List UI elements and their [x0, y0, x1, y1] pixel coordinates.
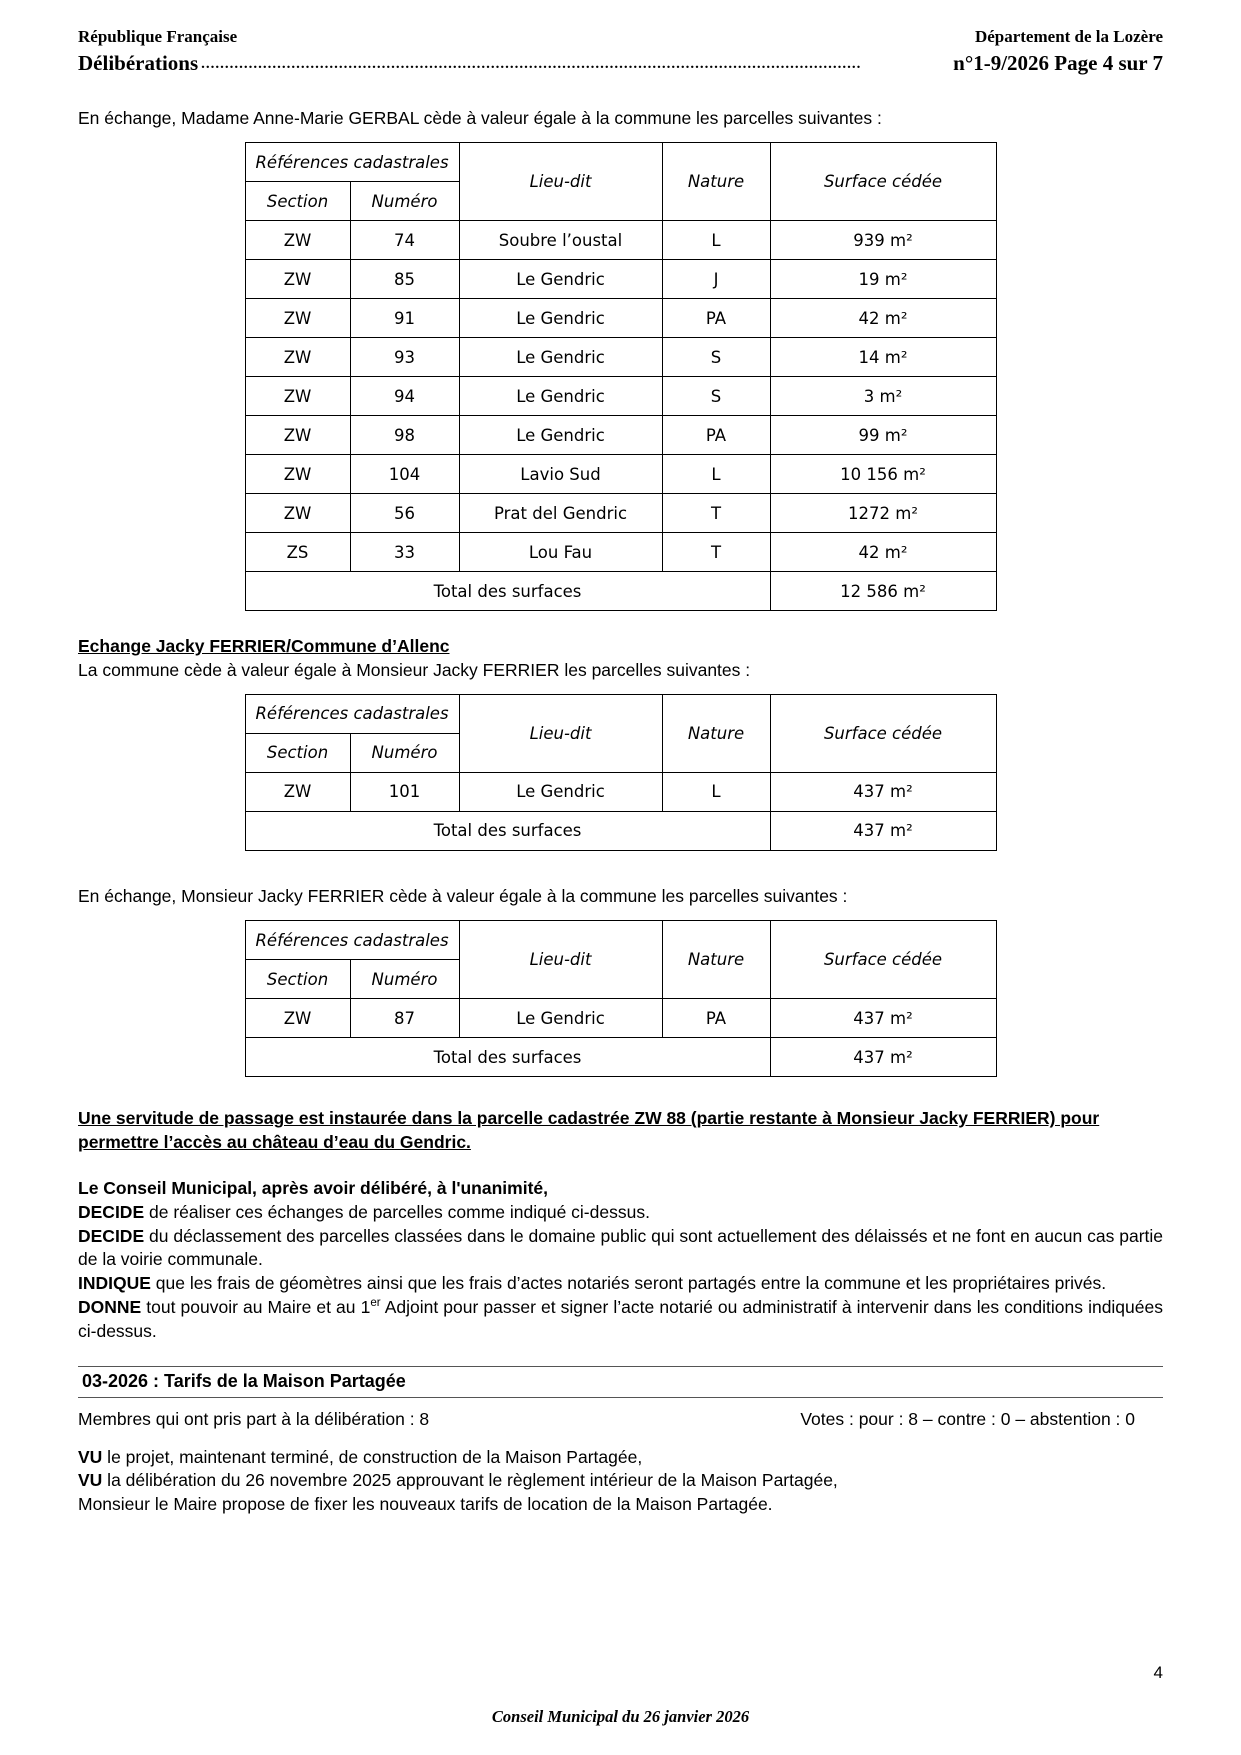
- council-decisions: [78, 1201, 1163, 1344]
- header-lieu-dit: Lieu-dit: [459, 694, 662, 772]
- servitude-paragraph: Une servitude de passage est instaurée dans la parcelle cadastrée ZW 88 (partie restante à Monsieur Jacky FERRIER) pour permettre l’accès au château d’eau du Gendric.: [78, 1108, 1100, 1153]
- decision-item: [78, 1225, 1163, 1273]
- table-row: [245, 494, 996, 533]
- vu-text: la délibération du 26 novembre 2025 approuvant le règlement intérieur de la Maison Partagée,: [102, 1470, 838, 1491]
- cell-section: ZW: [245, 221, 350, 260]
- cell-nature: L: [662, 221, 770, 260]
- decision-item: [78, 1201, 1163, 1225]
- cell-numero: 74: [350, 221, 459, 260]
- table-ferrier-to-commune-wrapper: [78, 920, 1163, 1077]
- cell-nature: J: [662, 260, 770, 299]
- footer-text: Conseil Municipal du 26 janvier 2026: [491, 1707, 750, 1726]
- decision-item: [78, 1296, 1163, 1344]
- cell-numero: 56: [350, 494, 459, 533]
- resolution-title-bar: [78, 1366, 1163, 1398]
- page-number: 4: [1153, 1663, 1163, 1682]
- table-header-row-top: [245, 921, 996, 960]
- header-nature: Nature: [662, 143, 770, 221]
- header-section: Section: [245, 733, 350, 772]
- cell-numero: 94: [350, 377, 459, 416]
- cell-nature: L: [662, 455, 770, 494]
- table-header-row-top: [245, 694, 996, 733]
- cell-nature: T: [662, 494, 770, 533]
- cell-lieu-dit: Le Gendric: [459, 999, 662, 1038]
- header-references-cadastrales: Références cadastrales: [245, 694, 459, 733]
- header-references-cadastrales: Références cadastrales: [245, 921, 459, 960]
- vu-item: [78, 1446, 1163, 1470]
- table-total-row: [245, 811, 996, 850]
- table-row: [245, 260, 996, 299]
- cell-section: ZW: [245, 999, 350, 1038]
- cell-nature: PA: [662, 416, 770, 455]
- cell-lieu-dit: Le Gendric: [459, 377, 662, 416]
- table-row: [245, 455, 996, 494]
- table-ferrier-to-commune: [245, 920, 997, 1077]
- cell-nature: L: [662, 772, 770, 811]
- resolution-body: [78, 1446, 1163, 1517]
- decision-verb: INDIQUE: [78, 1273, 151, 1294]
- cell-lieu-dit: Lavio Sud: [459, 455, 662, 494]
- header-section: Section: [245, 960, 350, 999]
- decision-verb: DONNE: [78, 1296, 142, 1317]
- cell-surface: 14 m²: [770, 338, 996, 377]
- cell-numero: 87: [350, 999, 459, 1038]
- votes-count-line: Votes : pour : 8 – contre : 0 – abstention : 0: [800, 1408, 1135, 1429]
- table-row: [245, 299, 996, 338]
- members-count-line: Membres qui ont pris part à la délibération : 8: [78, 1408, 430, 1429]
- cell-nature: T: [662, 533, 770, 572]
- cell-nature: S: [662, 377, 770, 416]
- mayor-proposal-line: Monsieur le Maire propose de fixer les nouveaux tarifs de location de la Maison Partagée.: [78, 1494, 773, 1515]
- cell-lieu-dit: Le Gendric: [459, 338, 662, 377]
- cell-surface: 42 m²: [770, 299, 996, 338]
- ferrier-section-heading: Echange Jacky FERRIER/Commune d’Allenc: [78, 636, 450, 657]
- document-header: [78, 26, 1163, 77]
- ferrier-intro-paragraph: La commune cède à valeur égale à Monsieur Jacky FERRIER les parcelles suivantes :: [78, 659, 751, 680]
- table-commune-to-ferrier: [245, 694, 997, 851]
- total-surface: 437 m²: [770, 811, 996, 850]
- table-gerbal-wrapper: [78, 142, 1163, 611]
- table-header-row-top: [245, 143, 996, 182]
- cell-numero: 104: [350, 455, 459, 494]
- cell-section: ZW: [245, 260, 350, 299]
- header-reference: n°1-9/2026 Page 4 sur 7: [953, 50, 1163, 75]
- table-row: [245, 416, 996, 455]
- header-nature: Nature: [662, 921, 770, 999]
- cell-nature: PA: [662, 999, 770, 1038]
- cell-section: ZW: [245, 416, 350, 455]
- decision-verb: DECIDE: [78, 1201, 145, 1222]
- decision-text: du déclassement des parcelles classées dans le domaine public qui sont actuellement des délaissés et ne font en aucun cas partie de la voirie communale.: [78, 1225, 1163, 1270]
- header-republic: République Française: [78, 27, 238, 46]
- intro-paragraph: En échange, Madame Anne-Marie GERBAL cède à valeur égale à la commune les parcelles suivantes :: [78, 107, 882, 128]
- vu-text: le projet, maintenant terminé, de construction de la Maison Partagée,: [102, 1446, 643, 1467]
- header-numero: Numéro: [350, 182, 459, 221]
- cell-lieu-dit: Prat del Gendric: [459, 494, 662, 533]
- header-surface-cedee: Surface cédée: [770, 694, 996, 772]
- cell-nature: S: [662, 338, 770, 377]
- cell-lieu-dit: Le Gendric: [459, 772, 662, 811]
- header-bottom-row: [78, 50, 1163, 77]
- table-row: [245, 533, 996, 572]
- cell-section: ZW: [245, 338, 350, 377]
- cell-surface: 3 m²: [770, 377, 996, 416]
- table-row: [245, 999, 996, 1038]
- header-surface-cedee: Surface cédée: [770, 921, 996, 999]
- table-row: [245, 377, 996, 416]
- vu-prefix: VU: [78, 1446, 103, 1467]
- cell-surface: 437 m²: [770, 772, 996, 811]
- header-deliberations-label: Délibérations: [78, 50, 199, 75]
- header-references-cadastrales: Références cadastrales: [245, 143, 459, 182]
- cell-numero: 85: [350, 260, 459, 299]
- table-row: [245, 772, 996, 811]
- total-label: Total des surfaces: [245, 572, 770, 611]
- decision-text: que les frais de géomètres ainsi que les frais d’actes notariés seront partagés entre la commune et les propriétaires privés.: [150, 1273, 1107, 1294]
- header-lieu-dit: Lieu-dit: [459, 143, 662, 221]
- cell-surface: 99 m²: [770, 416, 996, 455]
- header-surface-cedee: Surface cédée: [770, 143, 996, 221]
- table-row: [245, 338, 996, 377]
- ferrier-exchange-paragraph: En échange, Monsieur Jacky FERRIER cède à valeur égale à la commune les parcelles suivantes :: [78, 885, 848, 906]
- table-total-row: [245, 1038, 996, 1077]
- header-lieu-dit: Lieu-dit: [459, 921, 662, 999]
- table-gerbal: [245, 142, 997, 611]
- decision-item: [78, 1272, 1163, 1296]
- vu-prefix: VU: [78, 1470, 103, 1491]
- cell-nature: PA: [662, 299, 770, 338]
- cell-section: ZW: [245, 455, 350, 494]
- decision-text: tout pouvoir au Maire et au 1er Adjoint pour passer et signer l’acte notarié ou administratif à intervenir dans les conditions indiquées ci-dessus.: [78, 1296, 1163, 1341]
- header-department: Département de la Lozère: [974, 27, 1163, 46]
- vu-item: [78, 1469, 1163, 1493]
- decision-text: de réaliser ces échanges de parcelles comme indiqué ci-dessus.: [144, 1201, 650, 1222]
- votes-row: [78, 1409, 1163, 1430]
- cell-lieu-dit: Lou Fau: [459, 533, 662, 572]
- total-label: Total des surfaces: [245, 1038, 770, 1077]
- council-intro: Le Conseil Municipal, après avoir délibéré, à l'unanimité,: [78, 1177, 548, 1198]
- cell-section: ZW: [245, 377, 350, 416]
- cell-section: ZW: [245, 494, 350, 533]
- header-numero: Numéro: [350, 960, 459, 999]
- header-dot-leader: ...........................................................................................................................................: [201, 55, 862, 72]
- cell-numero: 33: [350, 533, 459, 572]
- cell-lieu-dit: Le Gendric: [459, 299, 662, 338]
- total-label: Total des surfaces: [245, 811, 770, 850]
- total-surface: 12 586 m²: [770, 572, 996, 611]
- decision-verb: DECIDE: [78, 1225, 145, 1246]
- cell-numero: 93: [350, 338, 459, 377]
- table-total-row: [245, 572, 996, 611]
- cell-numero: 98: [350, 416, 459, 455]
- cell-lieu-dit: Le Gendric: [459, 416, 662, 455]
- cell-section: ZS: [245, 533, 350, 572]
- cell-lieu-dit: Le Gendric: [459, 260, 662, 299]
- cell-section: ZW: [245, 772, 350, 811]
- cell-surface: 10 156 m²: [770, 455, 996, 494]
- cell-surface: 42 m²: [770, 533, 996, 572]
- resolution-title: 03-2026 : Tarifs de la Maison Partagée: [82, 1370, 406, 1391]
- cell-numero: 91: [350, 299, 459, 338]
- cell-lieu-dit: Soubre l’oustal: [459, 221, 662, 260]
- cell-surface: 19 m²: [770, 260, 996, 299]
- header-nature: Nature: [662, 694, 770, 772]
- table-commune-to-ferrier-wrapper: [78, 694, 1163, 851]
- header-numero: Numéro: [350, 733, 459, 772]
- cell-surface: 1272 m²: [770, 494, 996, 533]
- header-top-row: [78, 26, 1163, 48]
- table-row: [245, 221, 996, 260]
- total-surface: 437 m²: [770, 1038, 996, 1077]
- cell-surface: 939 m²: [770, 221, 996, 260]
- cell-numero: 101: [350, 772, 459, 811]
- cell-surface: 437 m²: [770, 999, 996, 1038]
- header-section: Section: [245, 182, 350, 221]
- cell-section: ZW: [245, 299, 350, 338]
